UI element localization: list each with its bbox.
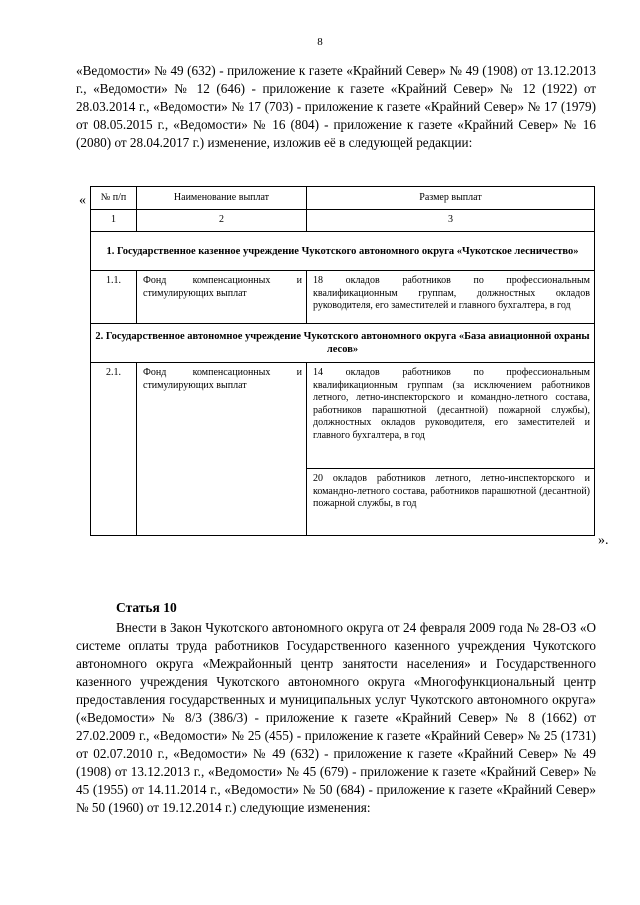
payment-name: Фонд компенсационных и стимулирующих выплат [137,271,307,324]
table-header-row [91,187,595,210]
section-title-row [91,324,595,363]
header-payment-size: Размер выплат [307,187,595,210]
payment-size: 18 окладов работников по профессиональным квалификационным группам, должностных окладов руководителя, его заместителей и главного бухгалтера, в год [307,271,595,324]
section-title: 2. Государственное автономное учреждение Чукотского автономного округа «База авиационной охраны лесов» [91,324,595,363]
row-number: 2.1. [91,363,137,536]
column-number: 1 [91,210,137,232]
header-number: № п/п [91,187,137,210]
article-heading: Статья 10 [116,600,177,615]
intro-paragraph: «Ведомости» № 49 (632) - приложение к газете «Крайний Север» № 49 (1908) от 13.12.2013 г., «Ведомости» № 12 (646) - приложение к газете «Крайний Север» № 12 (1922) от 28.03.2014 г., «Ведомости» № 17 (703) - приложение к газете «Крайний Север» № 17 (1979) от 08.05.2015 г., «Ведомости» № 16 (804) - приложение к газете «Крайний Север» № 16 (2080) от 28.04.2017 г.) изменение, изложив её в следующей редакции: [76,63,596,150]
payment-size: 14 окладов работников по профессиональным квалификационным группам (за исключением работников летного, летно-инспекторского и командно-летного состава, работников парашютной (десантной) пожарной службы), должностных окладов руководителя, его заместителей и главного бухгалтера, в год [307,363,595,469]
payment-name: Фонд компенсационных и стимулирующих выплат [137,363,307,536]
opening-quote: « [79,193,86,208]
column-number-row [91,210,595,232]
table-row [91,363,595,469]
column-number: 2 [137,210,307,232]
payments-table [90,186,595,536]
table-row [91,271,595,324]
section-title-row [91,232,595,271]
page-number: 8 [317,36,323,48]
header-payment-name: Наименование выплат [137,187,307,210]
article-paragraph: Внести в Закон Чукотского автономного округа от 24 февраля 2009 года № 28-ОЗ «О системе оплаты труда работников Государственного казенного учреждения Чукотского автономного округа «Межрайонный центр занятости населения» и Государственного казенного учреждения Чукотского автономного округа «Многофункциональный центр предоставления государственных и муниципальных услуг Чукотского автономного округа» («Ведомости» № 8/3 (386/3) - приложение к газете «Крайний Север» № 8 (1662) от 27.02.2009 г., «Ведомости» № 25 (455) - приложение к газете «Крайний Север» № 25 (1731) от 02.07.2010 г., «Ведомости» № 49 (632) - приложение к газете «Крайний Север» № 49 (1908) от 13.12.2013 г., «Ведомости» № 45 (679) - приложение к газете «Крайний Север» № 45 (1955) от 14.11.2014 г., «Ведомости» № 50 (684) - приложение к газете «Крайний Север» № 50 (1960) от 19.12.2014 г.) следующие изменения: [76,620,596,815]
closing-quote: ». [598,533,609,548]
payment-size: 20 окладов работников летного, летно-инспекторского и командно-летного состава, работников парашютной (десантной) пожарной службы, в год [307,469,595,536]
row-number: 1.1. [91,271,137,324]
section-title: 1. Государственное казенное учреждение Чукотского автономного округа «Чукотское лесничество» [91,232,595,271]
column-number: 3 [307,210,595,232]
